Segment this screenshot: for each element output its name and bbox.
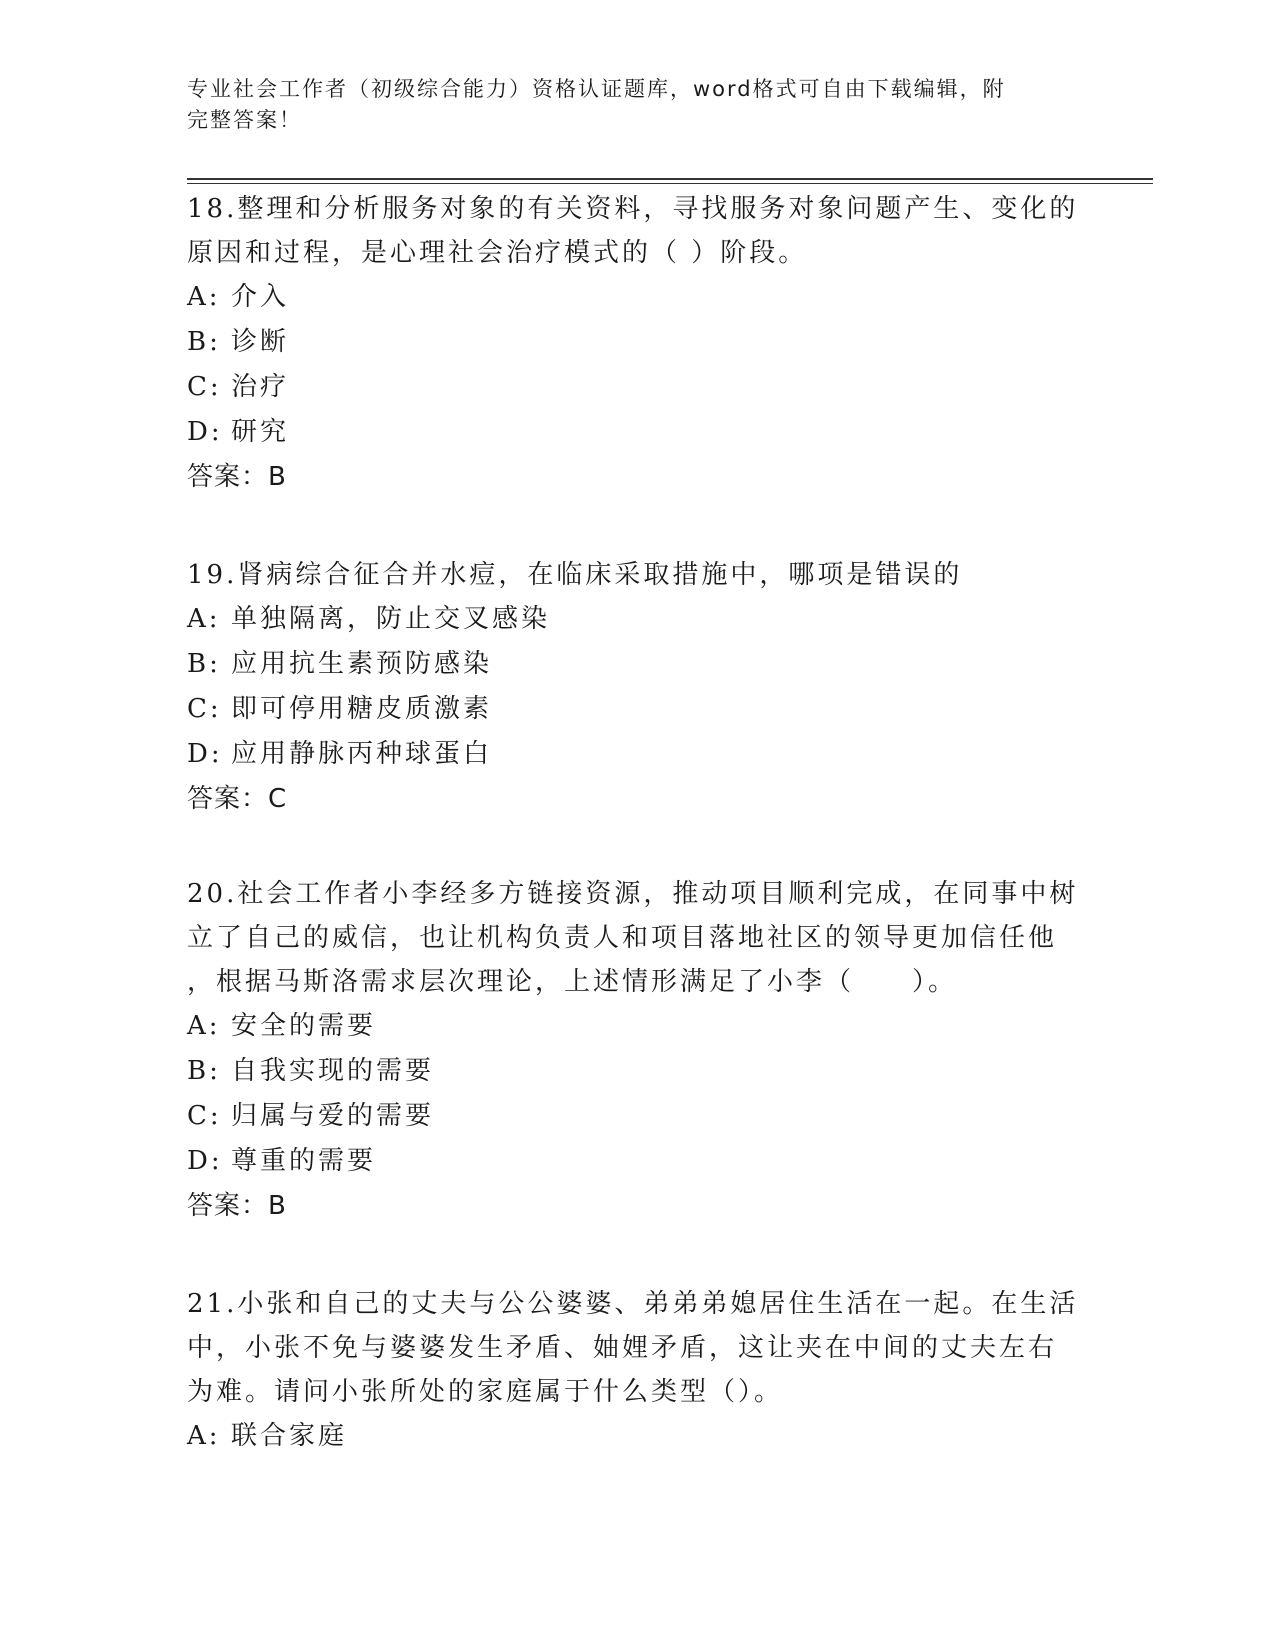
- option-key: C:: [187, 372, 222, 402]
- question-text-line: 为难。请问小张所处的家庭属于什么类型（）。: [187, 1377, 784, 1407]
- question-text: [187, 1282, 1087, 1414]
- header-divider-bottom: [187, 183, 1153, 184]
- question-text: [187, 187, 1087, 275]
- option-c: [187, 1094, 1087, 1139]
- answer: 答案：B: [187, 462, 287, 492]
- option-d: [187, 1139, 1087, 1184]
- option-text: 即可停用糖皮质激素: [231, 694, 493, 724]
- option-key: D:: [187, 1146, 223, 1176]
- question-19: [187, 553, 1087, 821]
- header-line-2: 完整答案！: [187, 108, 302, 132]
- question-text: [187, 553, 1087, 597]
- question-20: [187, 872, 1087, 1228]
- option-text: 介入: [231, 282, 290, 312]
- header-divider-top: [187, 178, 1153, 180]
- option-text: 联合家庭: [231, 1421, 348, 1451]
- option-key: C:: [187, 1101, 222, 1131]
- answer: 答案：C: [187, 784, 288, 814]
- question-text: [187, 872, 1087, 1004]
- question-text-line: 20.社会工作者小李经多方链接资源，推动项目顺利完成，在同事中树: [187, 879, 1079, 909]
- option-c: [187, 687, 1087, 732]
- option-text: 应用抗生素预防感染: [231, 649, 493, 679]
- question-text-line: 立了自己的威信，也让机构负责人和项目落地社区的领导更加信任他: [187, 923, 1058, 953]
- option-a: [187, 275, 1087, 320]
- option-text: 治疗: [231, 372, 290, 402]
- option-b: [187, 642, 1087, 687]
- option-text: 诊断: [231, 327, 290, 357]
- option-text: 单独隔离，防止交叉感染: [231, 604, 551, 634]
- question-text-line: 21.小张和自己的丈夫与公公婆婆、弟弟弟媳居住生活在一起。在生活: [187, 1289, 1079, 1319]
- question-text-line: 原因和过程，是心理社会治疗模式的（ ）阶段。: [187, 238, 808, 268]
- option-text: 应用静脉丙种球蛋白: [231, 739, 493, 769]
- document-header: [187, 74, 1067, 136]
- option-b: [187, 320, 1087, 365]
- question-text-line: 19.肾病综合征合并水痘，在临床采取措施中，哪项是错误的: [187, 560, 963, 590]
- option-a: [187, 1414, 1087, 1459]
- question-text-line: 18.整理和分析服务对象的有关资料，寻找服务对象问题产生、变化的: [187, 194, 1079, 224]
- question-text-line: 中，小张不免与婆婆发生矛盾、妯娌矛盾，这让夹在中间的丈夫左右: [187, 1333, 1058, 1363]
- option-c: [187, 365, 1087, 410]
- option-key: C:: [187, 694, 222, 724]
- option-text: 自我实现的需要: [231, 1056, 435, 1086]
- option-key: B:: [187, 1056, 221, 1086]
- question-text-line: ，根据马斯洛需求层次理论，上述情形满足了小李（ ）。: [187, 967, 958, 997]
- option-text: 归属与爱的需要: [231, 1101, 435, 1131]
- option-key: A:: [187, 282, 221, 312]
- option-text: 研究: [231, 417, 290, 447]
- option-key: D:: [187, 739, 223, 769]
- option-d: [187, 732, 1087, 777]
- option-key: B:: [187, 327, 221, 357]
- option-key: A:: [187, 1011, 221, 1041]
- header-line-1: 专业社会工作者（初级综合能力）资格认证题库，word格式可自由下载编辑，附: [187, 77, 1006, 101]
- option-key: B:: [187, 649, 221, 679]
- question-18: [187, 187, 1087, 499]
- question-21: [187, 1282, 1087, 1459]
- option-key: D:: [187, 417, 223, 447]
- option-a: [187, 1004, 1087, 1049]
- option-b: [187, 1049, 1087, 1094]
- option-d: [187, 410, 1087, 455]
- answer: 答案：B: [187, 1191, 287, 1221]
- option-text: 安全的需要: [231, 1011, 377, 1041]
- option-key: A:: [187, 604, 221, 634]
- option-key: A:: [187, 1421, 221, 1451]
- option-text: 尊重的需要: [231, 1146, 377, 1176]
- option-a: [187, 597, 1087, 642]
